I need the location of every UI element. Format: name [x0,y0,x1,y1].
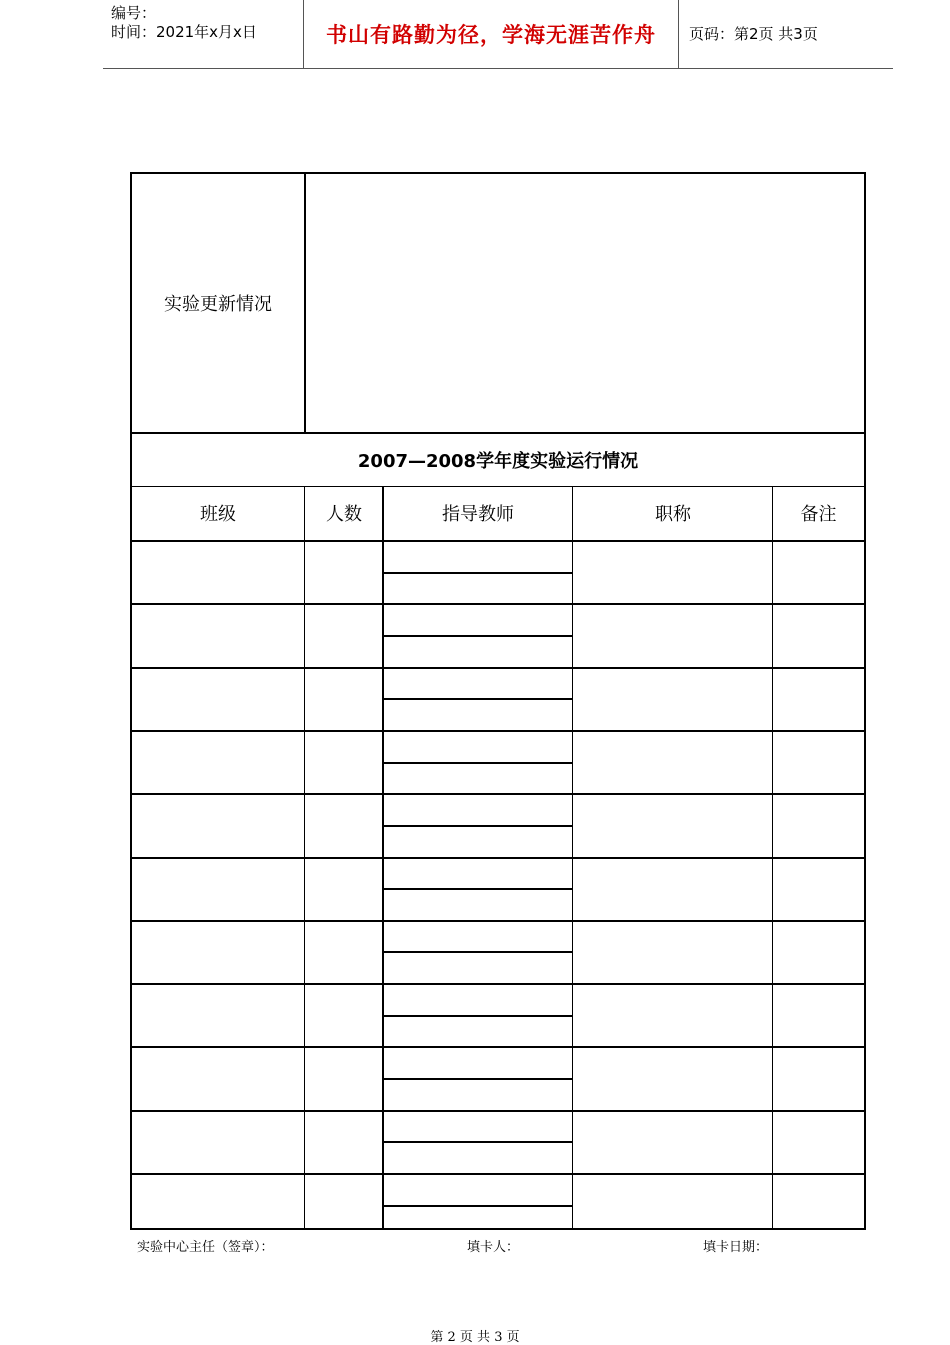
header-bottom-line [132,540,864,542]
teacher-subrow-line [382,762,573,764]
motto-text: 书山有路勤为径，学海无涯苦作舟 [326,23,656,47]
section-title: 2007—2008学年度实验运行情况 [357,451,639,472]
director-sign-label: 实验中心主任（签章）： [137,1240,274,1255]
teacher-subrow-line [382,825,573,827]
teacher-subrow-line [382,1078,573,1080]
teacher-subrow-line [382,1205,573,1207]
table-row-line [132,603,864,605]
teacher-subrow-line [382,698,573,700]
table-row-line [132,730,864,732]
page-header [103,0,893,69]
col-header-title: 职称 [655,504,691,525]
table-row-line [132,1173,864,1175]
table-row-line [132,793,864,795]
table-row-line [132,857,864,859]
teacher-subrow-line [382,572,573,574]
teacher-subrow-line [382,1015,573,1017]
serial-label: 编号： [111,4,157,22]
teacher-subrow-line [382,1141,573,1143]
teacher-subrow-line [382,951,573,953]
time-label: 时间：2021年x月x日 [111,23,257,41]
table-row-line [132,1046,864,1048]
header-meta [103,0,304,68]
table-row-line [132,983,864,985]
header-page-cell [679,0,893,68]
teacher-subrow-line [382,635,573,637]
col-header-count: 人数 [326,504,362,525]
table-row-line [132,1110,864,1112]
update-divider [304,174,306,432]
page-info: 页码：第2页 共3页 [689,25,818,43]
page-number: 第 2 页 共 3 页 [430,1330,520,1345]
col-header-teacher: 指导教师 [442,504,514,525]
teacher-subrow-line [382,888,573,890]
experiment-table [130,172,866,1230]
col-header-remarks: 备注 [800,504,837,525]
table-row-line [132,667,864,669]
header-motto-cell [304,0,679,68]
fill-date-label: 填卡日期： [703,1240,769,1255]
filler-label: 填卡人： [467,1240,520,1255]
table-row-line [132,920,864,922]
col-header-class: 班级 [200,504,236,525]
update-label: 实验更新情况 [164,294,272,315]
